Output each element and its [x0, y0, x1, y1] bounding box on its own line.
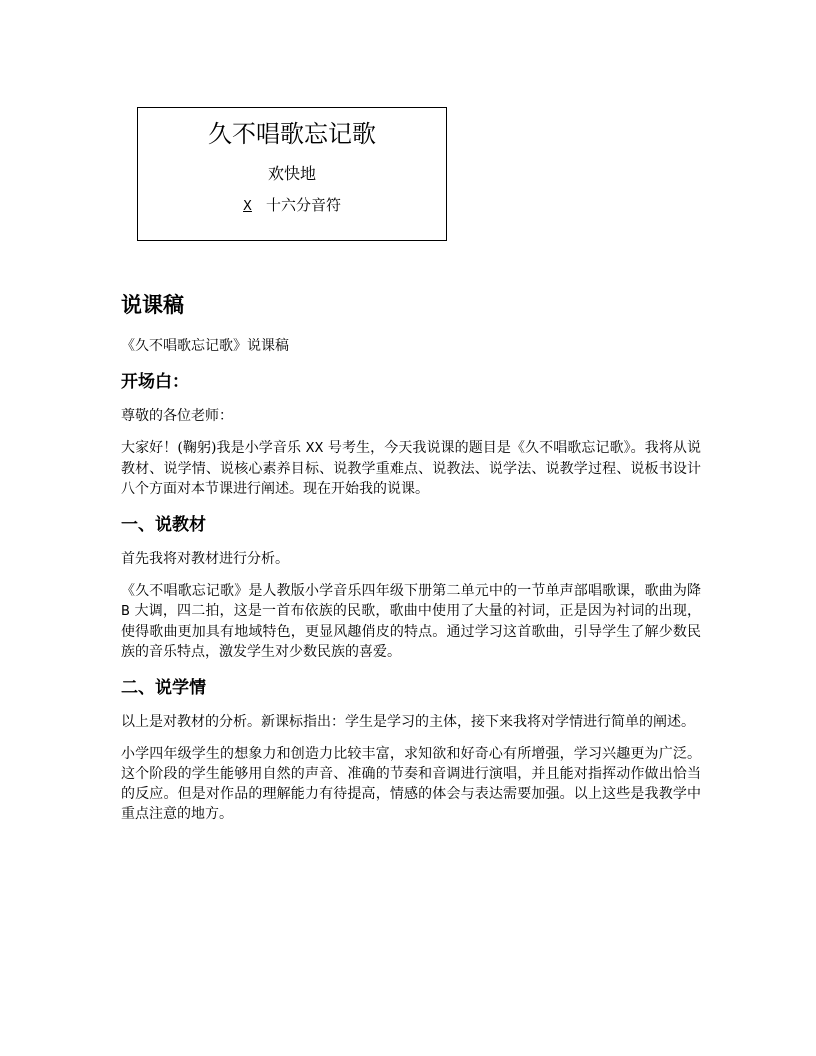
candidate-number: XX — [305, 441, 324, 456]
section-1-body-lead: 《久不唱歌忘记歌》是人教版小学音乐四年级下册第二单元中的一节单声部唱歌课，歌曲为降 — [121, 583, 701, 599]
document-body — [121, 288, 701, 836]
song-info-box — [137, 107, 447, 241]
section-2-body: 小学四年级学生的想象力和创造力比较丰富，求知欲和好奇心有所增强，学习兴趣更为广泛。这个阶段的学生能够用自然的声音、准确的节奏和音调进行演唱，并且能对指挥动作做出恰当的反应。但是对作品的理解能力有待提高，情感的体会与表达需要加强。以上这些是我教学中重点注意的地方。 — [121, 746, 701, 822]
greeting: 尊敬的各位老师： — [121, 408, 233, 424]
opening-paragraph — [121, 438, 701, 499]
heading-opening: 开场白： — [121, 372, 189, 392]
key-letter: B — [121, 604, 130, 619]
opening-text-rest: 号考生，今天我说课的题目是《久不唱歌忘记歌》。我将从说教材、说学情、说核心素养目标、说教学重难点、说教法、说学法、说教学过程、说板书设计八个方面对本节课进行阐述。现在开始我的说课。 — [121, 440, 701, 497]
song-title: 久不唱歌忘记歌 — [208, 120, 376, 148]
section-1-body — [121, 581, 701, 662]
sixteenth-note-symbol: X — [243, 199, 252, 214]
section-1-body-rest: 大调，四二拍，这是一首布依族的民歌，歌曲中使用了大量的衬词，正是因为衬词的出现，使得歌曲更加具有地域特色，更显风趣俏皮的特点。通过学习这首歌曲，引导学生了解少数民族的音乐特点，激发学生对少数民族的喜爱。 — [121, 603, 702, 660]
note-legend-text: 十六分音符 — [265, 196, 341, 214]
heading-section-1: 一、说教材 — [121, 515, 206, 535]
opening-text-lead: 大家好！(鞠躬)我是小学音乐 — [121, 440, 302, 456]
note-legend — [138, 194, 446, 218]
section-1-intro: 首先我将对教材进行分析。 — [121, 551, 289, 567]
heading-section-2: 二、说学情 — [121, 678, 206, 698]
tempo-marking: 欢快地 — [267, 164, 316, 183]
document-subtitle: 《久不唱歌忘记歌》说课稿 — [121, 338, 289, 354]
document-title: 说课稿 — [121, 293, 184, 317]
section-2-intro: 以上是对教材的分析。新课标指出：学生是学习的主体，接下来我将对学情进行简单的阐述。 — [121, 714, 695, 730]
